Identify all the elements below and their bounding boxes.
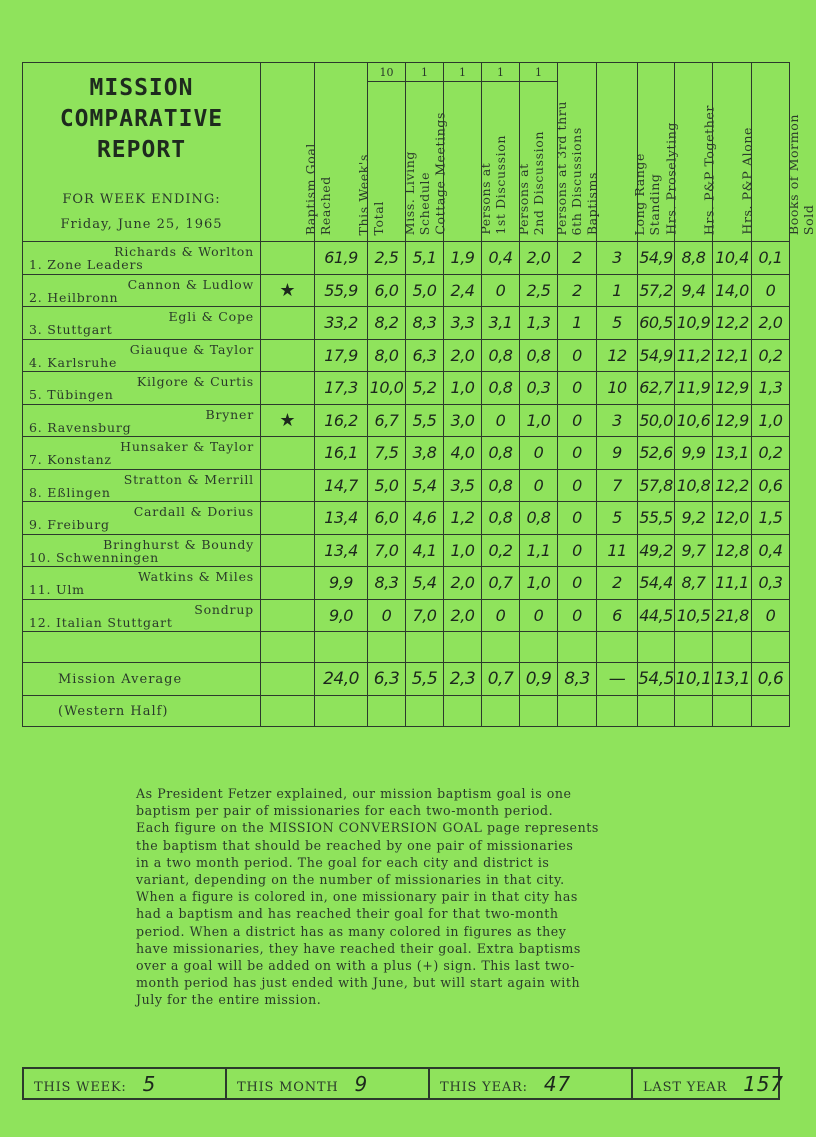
row-value: 9: [597, 437, 638, 470]
paragraph-line: have missionaries, they have reached their goal. Extra baptisms: [136, 940, 581, 956]
table-row: [23, 274, 790, 307]
row-value: 5: [597, 502, 638, 535]
baptism-goal-star: [261, 372, 315, 405]
row-value: 1,0: [444, 534, 482, 567]
row-value: 12,2: [713, 307, 752, 340]
paragraph-line: had a baptism and has reached their goal for that two-month: [136, 906, 559, 922]
row-value: 10: [597, 372, 638, 405]
missionary-pair: Stratton & Merrill: [123, 471, 254, 487]
paragraph-line: month period has just ended with June, but will start again with: [136, 975, 581, 991]
title-line-3: REPORT: [96, 137, 187, 163]
row-value: 6,0: [368, 502, 406, 535]
row-value: 12,8: [713, 534, 752, 567]
row-value: 61,9: [315, 242, 368, 275]
this-month-box: [226, 1068, 429, 1099]
table-row: [23, 534, 790, 567]
missionary-cell: [23, 502, 261, 535]
row-value: 0,8: [482, 437, 520, 470]
this-year-box: [429, 1068, 632, 1099]
row-value: 3,3: [444, 307, 482, 340]
col-header-2nd-discussion: Persons at 2nd Discussion: [482, 82, 520, 242]
missionary-cell: [23, 567, 261, 600]
row-value: 3,1: [482, 307, 520, 340]
row-value: 57,8: [638, 469, 675, 502]
row-value: 14,7: [315, 469, 368, 502]
row-value: 2,0: [444, 339, 482, 372]
city-name: 5. Tübingen: [29, 387, 114, 402]
city-name: 4. Karlsruhe: [29, 354, 118, 370]
col-header-weeks-total: This Week's Total: [315, 63, 368, 242]
row-value: 0,8: [482, 372, 520, 405]
baptism-goal-star: [261, 469, 315, 502]
row-value: 5,0: [406, 274, 444, 307]
row-value: 9,7: [675, 534, 713, 567]
row-value: 55,5: [638, 502, 675, 535]
city-name: 2. Heilbronn: [29, 289, 119, 305]
missionary-cell: [23, 307, 261, 340]
row-value: 12: [597, 339, 638, 372]
report-rows: [23, 242, 790, 632]
table-row: [23, 242, 790, 275]
row-value: 1,3: [520, 307, 558, 340]
row-value: 0: [558, 534, 597, 567]
average-value: 5,5: [406, 663, 444, 696]
row-value: 2,4: [444, 274, 482, 307]
col-header-books-sold: Books of Mormon Sold: [752, 63, 790, 242]
row-value: 2,0: [444, 567, 482, 600]
row-value: 6: [597, 599, 638, 632]
table-row: [23, 469, 790, 502]
row-value: 13,4: [315, 534, 368, 567]
baptism-totals-bar: [22, 1067, 784, 1100]
this-week-box: [23, 1068, 226, 1099]
baptism-goal-star: [261, 307, 315, 340]
row-value: 10,5: [675, 599, 713, 632]
row-value: 0,2: [482, 534, 520, 567]
row-value: 55,9: [315, 274, 368, 307]
row-value: 13,1: [713, 437, 752, 470]
this-week-value: 5: [142, 1071, 157, 1096]
col-header-living-schedule: Miss. Living Schedule: [368, 82, 406, 242]
title-block: [23, 63, 261, 242]
missionary-pair: Cannon & Ludlow: [127, 276, 254, 292]
report-date: Friday, June 25, 1965: [60, 217, 223, 232]
row-value: 0: [520, 469, 558, 502]
row-value: 0,7: [482, 567, 520, 600]
row-value: 0,8: [520, 502, 558, 535]
row-value: 5,2: [406, 372, 444, 405]
row-value: 5,1: [406, 242, 444, 275]
missionary-pair: Watkins & Miles: [138, 569, 254, 584]
western-half-row: [23, 696, 790, 727]
paragraph-line: over a goal will be added on with a plus (+) sign. This last two-: [136, 958, 575, 974]
row-value: 9,9: [675, 437, 713, 470]
average-value: 0,9: [520, 663, 558, 696]
row-value: 10,4: [713, 242, 752, 275]
missionary-pair: Cardall & Dorius: [133, 504, 254, 519]
row-value: 7,0: [406, 599, 444, 632]
row-value: 4,6: [406, 502, 444, 535]
row-value: 7,5: [368, 437, 406, 470]
row-value: 5: [597, 307, 638, 340]
missionary-pair: Bryner: [205, 406, 254, 422]
row-value: 12,9: [713, 372, 752, 405]
col-weight-2nd-discussion: 1: [482, 63, 520, 82]
row-value: 6,7: [368, 404, 406, 437]
missionary-cell: [23, 534, 261, 567]
this-month-label: THIS MONTH: [237, 1079, 339, 1095]
last-year-label: LAST YEAR: [643, 1079, 728, 1095]
col-header-proselyting: Hrs. Proselyting: [638, 63, 675, 242]
row-value: 12,1: [713, 339, 752, 372]
missionary-pair: Giauque & Taylor: [129, 341, 254, 357]
missionary-cell: [23, 274, 261, 307]
row-value: 3: [597, 242, 638, 275]
row-value: 8,3: [368, 567, 406, 600]
row-value: 0: [752, 599, 790, 632]
explanation-paragraph: [136, 785, 676, 1009]
row-value: 11,9: [675, 372, 713, 405]
row-value: 0: [558, 502, 597, 535]
table-row: [23, 404, 790, 437]
table-row: [23, 599, 790, 632]
row-value: 0: [558, 372, 597, 405]
paragraph-line: variant, depending on the number of missionaries in that city.: [136, 872, 565, 888]
row-value: 0,8: [520, 339, 558, 372]
paragraph-line: the baptism that should be reached by one pair of missionaries: [136, 837, 574, 853]
average-value: 2,3: [444, 663, 482, 696]
col-weight-cottage: 1: [406, 63, 444, 82]
row-value: 3,5: [444, 469, 482, 502]
this-week-label: THIS WEEK:: [34, 1079, 127, 1095]
average-value: 54,5: [638, 663, 675, 696]
mission-average-row: [23, 663, 790, 696]
row-value: 0,4: [482, 242, 520, 275]
average-value: 0,7: [482, 663, 520, 696]
city-name: 1. Zone Leaders: [29, 257, 144, 272]
row-value: 44,5: [638, 599, 675, 632]
col-header-pp-together: Hrs. P&P Together: [675, 63, 713, 242]
baptism-goal-star: [261, 534, 315, 567]
city-name: 11. Ulm: [29, 582, 85, 597]
row-value: 0,4: [752, 534, 790, 567]
average-value: 24,0: [315, 663, 368, 696]
week-ending-label: FOR WEEK ENDING:: [62, 192, 221, 207]
row-value: 16,1: [315, 437, 368, 470]
baptism-goal-star: ★: [261, 404, 315, 437]
row-value: 0: [558, 437, 597, 470]
header-number-row: [23, 63, 790, 82]
row-value: 12,0: [713, 502, 752, 535]
row-value: 17,3: [315, 372, 368, 405]
missionary-pair: Egli & Cope: [168, 309, 254, 324]
average-value: 8,3: [558, 663, 597, 696]
city-name: 6. Ravensburg: [29, 419, 132, 435]
this-year-label: THIS YEAR:: [440, 1079, 528, 1095]
paragraph-line: in a two month period. The goal for each city and district is: [136, 854, 550, 870]
table-row: [23, 372, 790, 405]
row-value: 3: [597, 404, 638, 437]
row-value: 2,5: [520, 274, 558, 307]
row-value: 2: [558, 242, 597, 275]
row-value: 8,3: [406, 307, 444, 340]
city-name: 8. Eßlingen: [29, 484, 111, 500]
row-value: 0,6: [752, 469, 790, 502]
row-value: 0: [558, 339, 597, 372]
title-line-1: MISSION: [89, 75, 194, 101]
paragraph-line: baptism per pair of missionaries for each two-month period.: [136, 803, 554, 819]
baptism-goal-star: [261, 339, 315, 372]
row-value: 0: [558, 599, 597, 632]
row-value: 8,8: [675, 242, 713, 275]
row-value: 0,1: [752, 242, 790, 275]
row-value: 1,5: [752, 502, 790, 535]
row-value: 5,4: [406, 567, 444, 600]
row-value: 9,4: [675, 274, 713, 307]
row-value: 8,0: [368, 339, 406, 372]
table-row: [23, 502, 790, 535]
row-value: 12,9: [713, 404, 752, 437]
average-value: 0,6: [752, 663, 790, 696]
last-year-value: 157: [743, 1071, 784, 1096]
missionary-pair: Kilgore & Curtis: [136, 374, 254, 389]
average-value: [261, 663, 315, 696]
row-value: 6,0: [368, 274, 406, 307]
average-value: 6,3: [368, 663, 406, 696]
row-value: 17,9: [315, 339, 368, 372]
row-value: 0: [368, 599, 406, 632]
row-value: 0,3: [752, 567, 790, 600]
row-value: 57,2: [638, 274, 675, 307]
row-value: 1,3: [752, 372, 790, 405]
row-value: 10,8: [675, 469, 713, 502]
missionary-pair: Bringhurst & Boundy: [103, 536, 254, 552]
average-value: 10,1: [675, 663, 713, 696]
title-line-2: COMPARATIVE: [59, 106, 224, 132]
row-value: 9,2: [675, 502, 713, 535]
row-value: 0: [520, 437, 558, 470]
city-name: 7. Konstanz: [29, 452, 112, 467]
paragraph-line: July for the entire mission.: [136, 992, 322, 1008]
city-name: 10. Schwenningen: [29, 549, 159, 565]
row-value: 2,5: [368, 242, 406, 275]
row-value: 54,4: [638, 567, 675, 600]
row-value: 0,2: [752, 437, 790, 470]
row-value: 1,2: [444, 502, 482, 535]
city-name: 3. Stuttgart: [29, 322, 113, 337]
missionary-cell: [23, 437, 261, 470]
row-value: 1,0: [752, 404, 790, 437]
missionary-pair: Sondrup: [194, 601, 254, 617]
row-value: 14,0: [713, 274, 752, 307]
row-value: 54,9: [638, 339, 675, 372]
row-value: 62,7: [638, 372, 675, 405]
row-value: 1,9: [444, 242, 482, 275]
table-row: [23, 307, 790, 340]
comparative-report-table: [22, 62, 816, 727]
row-value: 12,2: [713, 469, 752, 502]
row-value: 21,8: [713, 599, 752, 632]
row-value: 0,8: [482, 502, 520, 535]
row-value: 2,0: [752, 307, 790, 340]
last-year-box: [632, 1068, 784, 1099]
row-value: 1,0: [444, 372, 482, 405]
row-value: 0: [558, 469, 597, 502]
paragraph-line: period. When a district has as many colored in figures as they: [136, 923, 567, 939]
col-header-pp-alone: Hrs. P&P Alone: [713, 63, 752, 242]
missionary-cell: [23, 242, 261, 275]
row-value: 5,4: [406, 469, 444, 502]
row-value: 2: [597, 567, 638, 600]
row-value: 2: [558, 274, 597, 307]
row-value: 1,0: [520, 567, 558, 600]
row-value: 0,3: [520, 372, 558, 405]
row-value: 54,9: [638, 242, 675, 275]
blank-row: [23, 632, 790, 663]
baptism-goal-star: [261, 242, 315, 275]
row-value: 1,0: [520, 404, 558, 437]
row-value: 0,8: [482, 339, 520, 372]
row-value: 9,9: [315, 567, 368, 600]
baptism-goal-star: [261, 599, 315, 632]
city-name: 12. Italian Stuttgart: [29, 614, 173, 630]
row-value: 6,3: [406, 339, 444, 372]
baptism-goal-star: [261, 437, 315, 470]
col-header-baptisms: Baptisms: [558, 63, 597, 242]
missionary-cell: [23, 404, 261, 437]
col-header-cottage: Cottage Meetings: [406, 82, 444, 242]
row-value: 0: [482, 274, 520, 307]
missionary-pair: Hunsaker & Taylor: [120, 439, 254, 454]
paragraph-line: When a figure is colored in, one missionary pair in that city has: [136, 889, 578, 905]
col-header-baptism-goal: Baptism Goal Reached: [261, 63, 315, 242]
col-weight-1st-discussion: 1: [444, 63, 482, 82]
row-value: 4,1: [406, 534, 444, 567]
paragraph-line: Each figure on the MISSION CONVERSION GOAL page represents: [136, 820, 599, 836]
row-value: 1: [558, 307, 597, 340]
row-value: 10,9: [675, 307, 713, 340]
paragraph-line: As President Fetzer explained, our mission baptism goal is one: [136, 786, 572, 801]
missionary-pair: Richards & Worlton: [114, 244, 254, 259]
table-row: [23, 437, 790, 470]
row-value: 10,0: [368, 372, 406, 405]
col-header-1st-discussion: Persons at 1st Discussion: [444, 82, 482, 242]
row-value: 13,4: [315, 502, 368, 535]
row-value: 9,0: [315, 599, 368, 632]
row-value: 60,5: [638, 307, 675, 340]
col-weight-living-schedule: 10: [368, 63, 406, 82]
row-value: 8,7: [675, 567, 713, 600]
row-value: 4,0: [444, 437, 482, 470]
missionary-cell: [23, 469, 261, 502]
row-value: 3,8: [406, 437, 444, 470]
row-value: 7: [597, 469, 638, 502]
row-value: 0: [752, 274, 790, 307]
row-value: 49,2: [638, 534, 675, 567]
row-value: 11: [597, 534, 638, 567]
missionary-cell: [23, 372, 261, 405]
row-value: 5,5: [406, 404, 444, 437]
row-value: 5,0: [368, 469, 406, 502]
col-header-long-range: Long Range Standing: [597, 63, 638, 242]
row-value: 0: [520, 599, 558, 632]
table-row: [23, 567, 790, 600]
this-month-value: 9: [354, 1071, 369, 1096]
row-value: 2,0: [444, 599, 482, 632]
row-value: 0: [482, 599, 520, 632]
row-value: 1,1: [520, 534, 558, 567]
row-value: 0,2: [752, 339, 790, 372]
row-value: 0: [558, 567, 597, 600]
row-value: 33,2: [315, 307, 368, 340]
row-value: 3,0: [444, 404, 482, 437]
col-header-3rd-6th-discussion: Persons at 3rd thru 6th Discussions: [520, 82, 558, 242]
row-value: 0: [482, 404, 520, 437]
row-value: 50,0: [638, 404, 675, 437]
row-value: 16,2: [315, 404, 368, 437]
row-value: 10,6: [675, 404, 713, 437]
row-value: 1: [597, 274, 638, 307]
row-value: 7,0: [368, 534, 406, 567]
city-name: 9. Freiburg: [29, 517, 110, 532]
col-weight-3rd-6th-discussion: 1: [520, 63, 558, 82]
table-row: [23, 339, 790, 372]
row-value: 11,2: [675, 339, 713, 372]
baptism-goal-star: ★: [261, 274, 315, 307]
row-value: 0: [558, 404, 597, 437]
row-value: 2,0: [520, 242, 558, 275]
baptism-goal-star: [261, 567, 315, 600]
missionary-cell: [23, 339, 261, 372]
row-value: 52,6: [638, 437, 675, 470]
mission-average-label: Mission Average: [23, 663, 261, 696]
baptism-goal-star: [261, 502, 315, 535]
western-half-label: (Western Half): [23, 696, 261, 727]
row-value: 8,2: [368, 307, 406, 340]
row-value: 11,1: [713, 567, 752, 600]
average-value: —: [597, 663, 638, 696]
this-year-value: 47: [543, 1071, 571, 1096]
average-value: 13,1: [713, 663, 752, 696]
row-value: 0,8: [482, 469, 520, 502]
missionary-cell: [23, 599, 261, 632]
